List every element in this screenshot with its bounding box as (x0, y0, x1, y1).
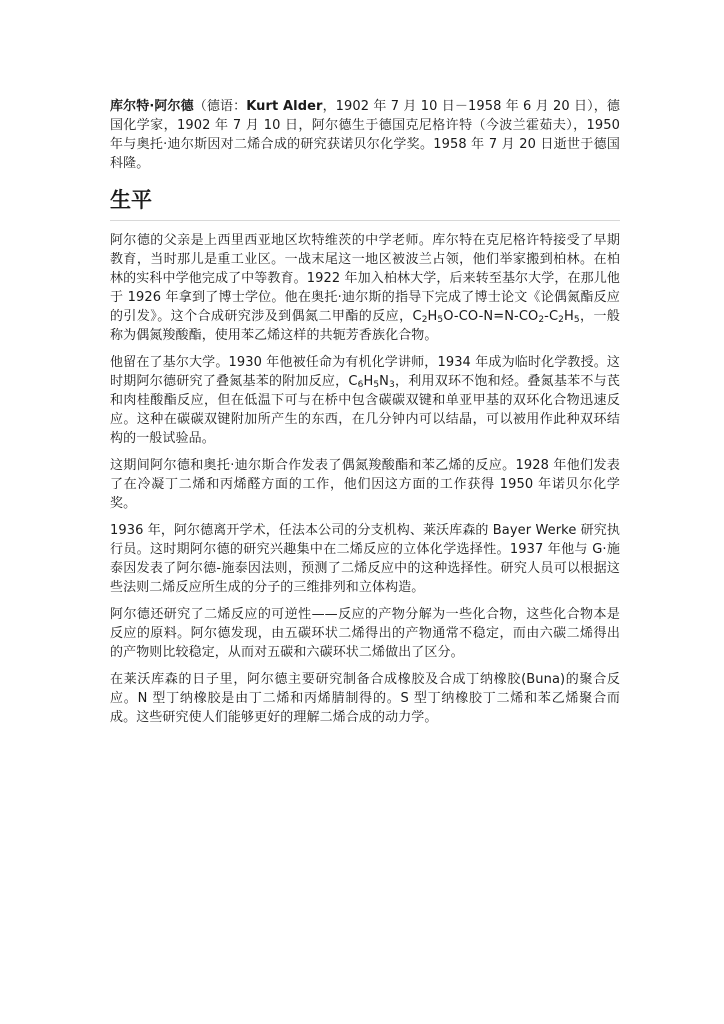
formula-part: H (427, 309, 438, 324)
formula-subscript: 5 (437, 315, 444, 325)
person-name-latin: Kurt Alder (246, 99, 323, 114)
document-page (110, 97, 620, 735)
formula-subscript: 2 (538, 315, 545, 325)
formula-part: -C (544, 309, 559, 324)
chemical-formula (413, 309, 580, 324)
formula-part: C (412, 309, 422, 324)
biography-paragraph-5: 阿尔德还研究了二烯反应的可逆性——反应的产物分解为一些化合物，这些化合物本是反应的原料。阿尔德发现，由五碳环状二烯得出的产物通常不稳定，而由六碳二烯得出的产物则比较稳定，从而对五碳和六碳环状二烯做出了区分。 (110, 607, 620, 660)
intro-dates: ，1902 年 7 月 10 日－1958 年 6 月 20 日）， (322, 99, 607, 114)
biography-paragraph-4: 1936 年，阿尔德离开学术，任法本公司的分支机构、莱沃库森的 Bayer Werke 研究执行员。这时期阿尔德的研究兴趣集中在二烯反应的立体化学选择性。1937 年他与 G·施泰因发表了阿尔德-施泰因法则，预测了二烯反应中的这种选择性。研究人员可以根据这些法则二烯反应所生成的分子的三维排列和立体构造。 (110, 523, 620, 595)
biography-paragraph-6: 在莱沃库森的日子里，阿尔德主要研究制备合成橡胶及合成丁纳橡胶(Buna)的聚合反应。N 型丁纳橡胶是由丁二烯和丙烯腈制得的。S 型丁纳橡胶丁二烯和苯乙烯聚合而成。这些研究使人们能够更好的理解二烯合成的动力学。 (110, 672, 620, 725)
formula-subscript: 5 (373, 380, 380, 390)
biography-paragraph-2 (110, 353, 620, 448)
p1-text-b: ，一般称为偶氮羧酸酯，使用苯乙烯这样的共轭芳香族化合物。 (110, 309, 620, 343)
p2-text-b: ，利用双环不饱和烃。叠氮基苯不与芪和肉桂酸酯反应，但在低温下可与在桥中包含碳碳双键和单亚甲基的双环化合物迅速反应。这种在碳碳双键附加所产生的东西，在几分钟内可以结晶，可以被用作此种双环结构的一般试验品。 (110, 374, 620, 446)
intro-rest: 德国化学家，1902 年 7 月 10 日，阿尔德生于德国克尼格许特（今波兰霍茹夫），1950 年与奥托·迪尔斯因对二烯合成的研究获诺贝尔化学奖。1958 年 7 月 20 日逝世于德国科隆。 (110, 99, 620, 171)
formula-part: H (563, 309, 574, 324)
formula-subscript: 2 (558, 315, 564, 325)
formula-part: N (379, 374, 389, 389)
formula-part: C (348, 374, 358, 389)
formula-subscript: 5 (573, 315, 580, 325)
formula-part: O-CO-N=N-CO (443, 309, 539, 324)
intro-paragraph (110, 97, 620, 173)
person-name: 库尔特·阿尔德 (110, 99, 194, 114)
biography-paragraph-3: 这期间阿尔德和奥托·迪尔斯合作发表了偶氮羧酸酯和苯乙烯的反应。1928 年他们发表了在冷凝丁二烯和丙烯醛方面的工作，他们因这方面的工作获得 1950 年诺贝尔化学奖。 (110, 458, 620, 511)
formula-subscript: 3 (388, 380, 395, 390)
intro-paren-open: （德语： (193, 99, 247, 114)
section-heading: 生平 (110, 187, 620, 221)
chemical-formula (348, 374, 394, 389)
p1-text-a: 阿尔德的父亲是上西里西亚地区坎特维茨的中学老师。库尔特在克尼格许特接受了早期教育，当时那儿是重工业区。一战末尾这一地区被波兰占领，他们举家搬到柏林。在柏林的实科中学他完成了中等教育。1922 年加入柏林大学，后来转至基尔大学，在那儿他于 1926 年拿到了博士学位。他在奥托·迪尔斯的指导下完成了博士论文《论偶氮酯反应的引发》。这个合成研究涉及到偶氮二甲酯的反应， (110, 233, 620, 324)
biography-paragraph-1 (110, 231, 620, 345)
formula-subscript: 2 (421, 315, 428, 325)
formula-subscript: 6 (357, 380, 364, 390)
formula-part: H (363, 374, 374, 389)
p2-text-a: 他留在了基尔大学。1930 年他被任命为有机化学讲师，1934 年成为临时化学教授。这时期阿尔德研究了叠氮基苯的附加反应， (110, 355, 620, 389)
